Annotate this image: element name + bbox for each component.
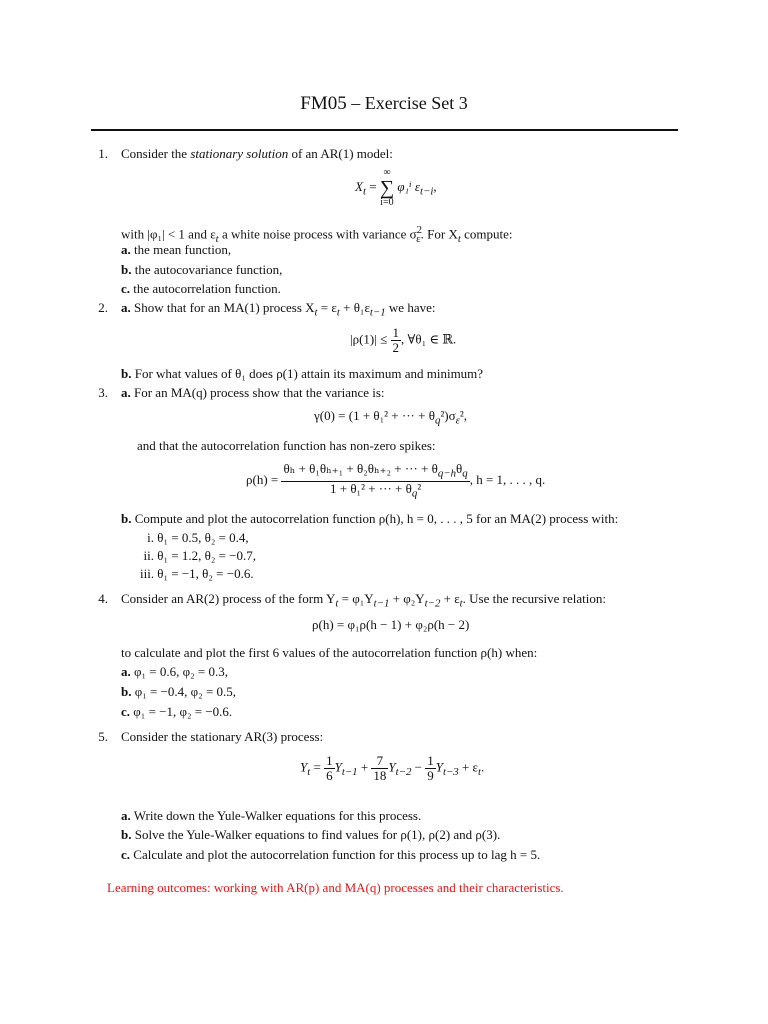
exercise-number: 5. — [98, 729, 108, 744]
list-item: b. Solve the Yule-Walker equations to find values for ρ(1), ρ(2) and ρ(3). — [121, 827, 501, 842]
exercise-set-title: – Exercise Set 3 — [351, 93, 468, 113]
list-item: c. Calculate and plot the autocorrelation function for this process up to lag h = 5. — [121, 847, 541, 862]
list-item: b. the autocovariance function, — [121, 262, 283, 277]
fraction: $\frac{1}{2}$ — [392, 325, 399, 355]
display-formula: γ(0) = (1 + θ₁² + ··· + $\theta_q^2)\sigma_\varepsilon^2$, — [314, 408, 468, 427]
list-item: c. the autocorrelation function. — [121, 281, 281, 296]
fraction: $\frac{1}{6}$ — [326, 753, 333, 783]
display-formula: ρ(h) = $\frac{\theta_h + \theta_1\theta_{h+1} + \theta_2\theta_{h+2} + \cdot\cdot\cdot + \theta_{q-h}\theta_q}{1 + \theta_1^2 + \cdot\cdot\cdot + \theta_q^2}$ , h = 1, . . . , q. — [246, 461, 546, 500]
list-item: iii. θ₁ = −1, θ₂ = −0.6. — [140, 566, 254, 581]
display-formula: ρ(h) = φ₁ρ(h − 1) + φ₂ρ(h − 2) — [312, 617, 470, 632]
exercise-intro: Consider the stationary AR(3) process: — [121, 729, 324, 744]
fraction: $\frac{\theta_h + \theta_1\theta_{h+1} + \theta_2\theta_{h+2} + \cdot\cdot\cdot + \theta_{q-h}\theta_q}{1 + \theta_1^2 + \cdot\cdot\cdot + \theta_q^2}$ — [283, 461, 468, 500]
list-item: a. the mean function, — [121, 242, 232, 257]
list-item: b. φ₁ = −0.4, φ₂ = 0.5, — [121, 684, 237, 699]
fraction: $\frac{1}{9}$ — [427, 753, 434, 783]
exercise-number: 1. — [98, 146, 108, 161]
exercise-number: 4. — [98, 591, 108, 606]
exercise-intro: Consider the stationary solution of an AR(1) model: — [121, 146, 393, 161]
title-rule — [91, 129, 678, 131]
fraction: $\frac{7}{18}$ — [373, 753, 387, 783]
exercise-number: 3. — [98, 385, 108, 400]
exercise-intro: Consider an AR(2) process of the form $Y_t = \varphi_1Y_{t-1} + \varphi_2Y_{t-2} + \varepsilon_t$. Use the recursive relation: — [121, 591, 606, 610]
calc-text: to calculate and plot the first 6 values of the autocorrelation function ρ(h) when: — [121, 645, 538, 660]
learning-outcomes: Learning outcomes: working with AR(p) and MA(q) processes and their characteristics. — [107, 880, 564, 895]
list-item: ii. θ₁ = 1.2, θ₂ = −0.7, — [143, 548, 257, 563]
exercise-part-a: a. For an MA(q) process show that the variance is: — [121, 385, 385, 400]
list-item: i. θ₁ = 0.5, θ₂ = 0.4, — [147, 530, 249, 545]
list-item: a. Write down the Yule-Walker equations for this process. — [121, 808, 422, 823]
exercise-number: 2. — [98, 300, 108, 315]
sum-operator: ∞ ∑ i=0 — [379, 167, 395, 208]
spikes-text: and that the autocorrelation function has non-zero spikes: — [137, 438, 436, 453]
exercise-part-a: a. Show that for an MA(1) process $X_t = \varepsilon_t + \theta_1\varepsilon_{t-1}$ we have: — [121, 300, 436, 319]
list-item: a. φ₁ = 0.6, φ₂ = 0.3, — [121, 664, 228, 679]
exercise-part-b: b. Compute and plot the autocorrelation function ρ(h), h = 0, . . . , 5 for an MA(2) process with: — [121, 511, 619, 526]
page-title — [0, 92, 768, 115]
display-formula: $X_t$ = ∞ ∑ i=0 φ₁ⁱ $\varepsilon_{t-i}$, — [355, 167, 437, 208]
exercise-condition: with |φ₁| < 1 and $\varepsilon_t$ a white noise process with variance $\sigma^2_\varepsilon$. For $X_t$ compute: — [121, 224, 513, 245]
exercise-part-b: b. For what values of θ₁ does ρ(1) attain its maximum and minimum? — [121, 366, 484, 381]
list-item: c. φ₁ = −1, φ₂ = −0.6. — [121, 704, 233, 719]
display-formula: |ρ(1)| ≤ $\frac{1}{2}$ , ∀θ₁ ∈ ℝ. — [350, 325, 457, 355]
display-formula: $Y_t$ = $\frac{1}{6}$ $Y_{t-1}$ + $\frac{7}{18}$ $Y_{t-2}$ − $\frac{1}{9}$ $Y_{t-3} + \varepsilon_t$. — [300, 753, 485, 783]
course-code: FM05 — [300, 93, 347, 114]
